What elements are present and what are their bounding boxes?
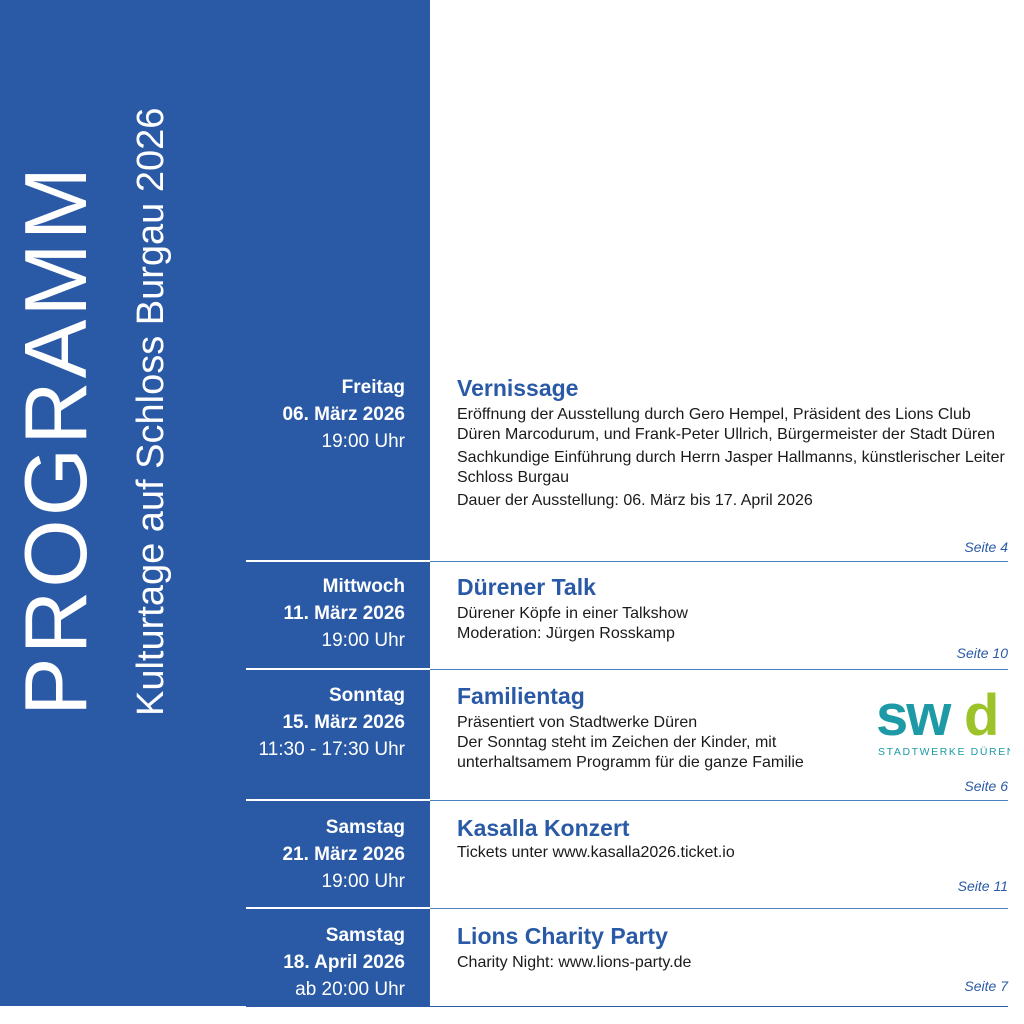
- event-time: 11:30 - 17:30 Uhr: [258, 739, 405, 760]
- event-title: Familientag: [457, 683, 585, 709]
- event-description: Eröffnung der Ausstellung durch Gero Hempel, Präsident des Lions Club Düren Marcodurum, und Frank-Peter Ullrich, Bürgermeister der Stadt Düren: [457, 406, 995, 443]
- event-info: [457, 373, 1005, 511]
- vertical-title: PROGRAMM: [6, 164, 105, 716]
- divider: [430, 561, 1008, 562]
- event-title: Kasalla Konzert: [457, 815, 630, 841]
- event-date-block: [246, 682, 405, 763]
- divider: [246, 1006, 1008, 1007]
- event-title: Vernissage: [457, 375, 579, 401]
- event-time: 19:00 Uhr: [321, 630, 405, 651]
- divider: [246, 907, 430, 909]
- logo-tagline: STADTWERKE DÜREN: [878, 746, 1010, 758]
- event-title: Dürener Talk: [457, 574, 596, 600]
- vertical-subtitle: Kulturtage auf Schloss Burgau 2026: [130, 107, 172, 716]
- event-date-block: [246, 814, 405, 895]
- page-reference: Seite 10: [956, 645, 1008, 661]
- divider: [430, 908, 1008, 909]
- page-reference: Seite 4: [964, 539, 1008, 555]
- event-description: Dauer der Ausstellung: 06. März bis 17. April 2026: [457, 492, 813, 509]
- event-date: 15. März 2026: [282, 712, 405, 733]
- event-time: 19:00 Uhr: [321, 431, 405, 452]
- event-date: 18. April 2026: [283, 952, 405, 973]
- event-weekday: Freitag: [341, 377, 405, 398]
- event-weekday: Mittwoch: [322, 576, 405, 597]
- event-info: [457, 813, 1005, 863]
- svg-text:d: d: [964, 683, 1000, 748]
- event-date: 21. März 2026: [282, 844, 405, 865]
- event-description: Tickets unter www.kasalla2026.ticket.io: [457, 844, 735, 861]
- event-description: Dürener Köpfe in einer Talkshow: [457, 605, 688, 622]
- event-description: Moderation: Jürgen Rosskamp: [457, 625, 675, 642]
- event-date-block: [246, 922, 405, 1003]
- event-time: ab 20:00 Uhr: [295, 979, 405, 1000]
- event-description: Sachkundige Einführung durch Herrn Jasper Hallmanns, künstlerischer Leiter Schloss Burgau: [457, 449, 1005, 486]
- event-date-block: [246, 374, 405, 455]
- event-time: 19:00 Uhr: [321, 871, 405, 892]
- divider: [246, 799, 430, 801]
- event-weekday: Samstag: [325, 817, 405, 838]
- divider: [430, 800, 1008, 801]
- event-weekday: Sonntag: [329, 685, 405, 706]
- event-date-block: [246, 573, 405, 654]
- event-info: [457, 572, 1005, 644]
- event-info: [457, 681, 857, 773]
- page-reference: Seite 11: [957, 878, 1008, 894]
- event-description: Präsentiert von Stadtwerke Düren: [457, 714, 698, 731]
- stadtwerke-dueren-logo: [876, 683, 1010, 761]
- event-date: 06. März 2026: [282, 404, 405, 425]
- event-description: Der Sonntag steht im Zeichen der Kinder, mit unterhaltsamem Programm für die ganze Familie: [457, 734, 804, 771]
- event-title: Lions Charity Party: [457, 923, 668, 949]
- divider: [246, 560, 430, 562]
- event-weekday: Samstag: [325, 925, 405, 946]
- event-description: Charity Night: www.lions-party.de: [457, 954, 692, 971]
- event-info: [457, 921, 1005, 973]
- divider: [246, 668, 430, 670]
- svg-text:sw: sw: [876, 683, 950, 748]
- page-reference: Seite 6: [964, 778, 1008, 794]
- event-date: 11. März 2026: [283, 603, 405, 624]
- divider: [430, 669, 1008, 670]
- page-reference: Seite 7: [964, 978, 1008, 994]
